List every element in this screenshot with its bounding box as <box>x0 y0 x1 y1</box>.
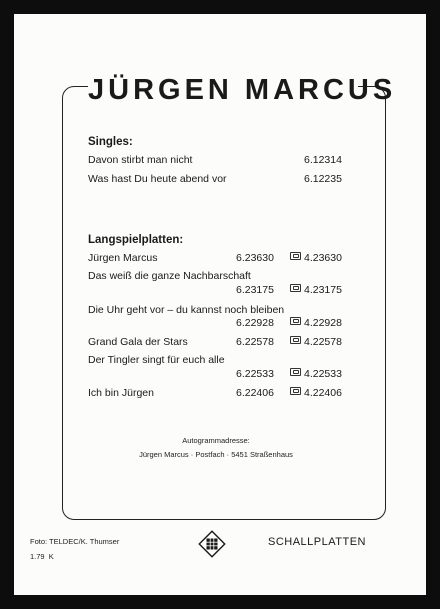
single-title: Davon stirbt man nicht <box>88 154 193 166</box>
cassette-icon <box>290 252 301 260</box>
single-title: Was hast Du heute abend vor <box>88 173 227 185</box>
mc-number: 4.22533 <box>304 368 342 380</box>
print-code: 1.79 K <box>30 552 54 561</box>
singles-heading: Singles: <box>88 136 133 148</box>
mc-number: 4.23630 <box>304 252 342 264</box>
lp-number: 6.22928 <box>236 317 274 329</box>
photo-credit: Foto: TELDEC/K. Thumser <box>30 537 120 546</box>
lp-title: Die Uhr geht vor – du kannst noch bleiben <box>88 304 285 316</box>
mc-entry <box>290 368 342 380</box>
discography <box>14 14 426 595</box>
lp-number: 6.22406 <box>236 387 274 399</box>
lp-title: Das weiß die ganze Nachbarschaft <box>88 270 251 282</box>
cassette-icon <box>290 317 301 325</box>
mc-entry <box>290 387 342 399</box>
lp-heading: Langspielplatten: <box>88 234 184 246</box>
lp-title: Jürgen Marcus <box>88 252 158 264</box>
address-label: Autogrammadresse: <box>182 436 250 445</box>
cassette-icon <box>290 284 301 292</box>
lp-title: Der Tingler singt für euch alle <box>88 354 225 366</box>
artist-title: JÜRGEN MARCUS <box>88 74 397 106</box>
single-number: 6.12314 <box>304 154 342 166</box>
lp-title: Ich bin Jürgen <box>88 387 154 399</box>
autograph-card <box>14 14 426 595</box>
address-line: Jürgen Marcus · Postfach · 5451 Straßenhaus <box>139 450 293 459</box>
mc-number: 4.22928 <box>304 317 342 329</box>
lp-title: Grand Gala der Stars <box>88 336 188 348</box>
cassette-icon <box>290 387 301 395</box>
lp-number: 6.23175 <box>236 284 274 296</box>
lp-number: 6.22578 <box>236 336 274 348</box>
brand-label: SCHALLPLATTEN <box>268 536 366 548</box>
mc-entry <box>290 317 342 329</box>
lp-number: 6.23630 <box>236 252 274 264</box>
cassette-icon <box>290 336 301 344</box>
mc-number: 4.23175 <box>304 284 342 296</box>
cassette-icon <box>290 368 301 376</box>
mc-number: 4.22406 <box>304 387 342 399</box>
mc-number: 4.22578 <box>304 336 342 348</box>
mc-entry <box>290 284 342 296</box>
teldec-logo <box>198 530 226 558</box>
mc-entry <box>290 252 342 264</box>
mc-entry <box>290 336 342 348</box>
single-number: 6.12235 <box>304 173 342 185</box>
lp-number: 6.22533 <box>236 368 274 380</box>
